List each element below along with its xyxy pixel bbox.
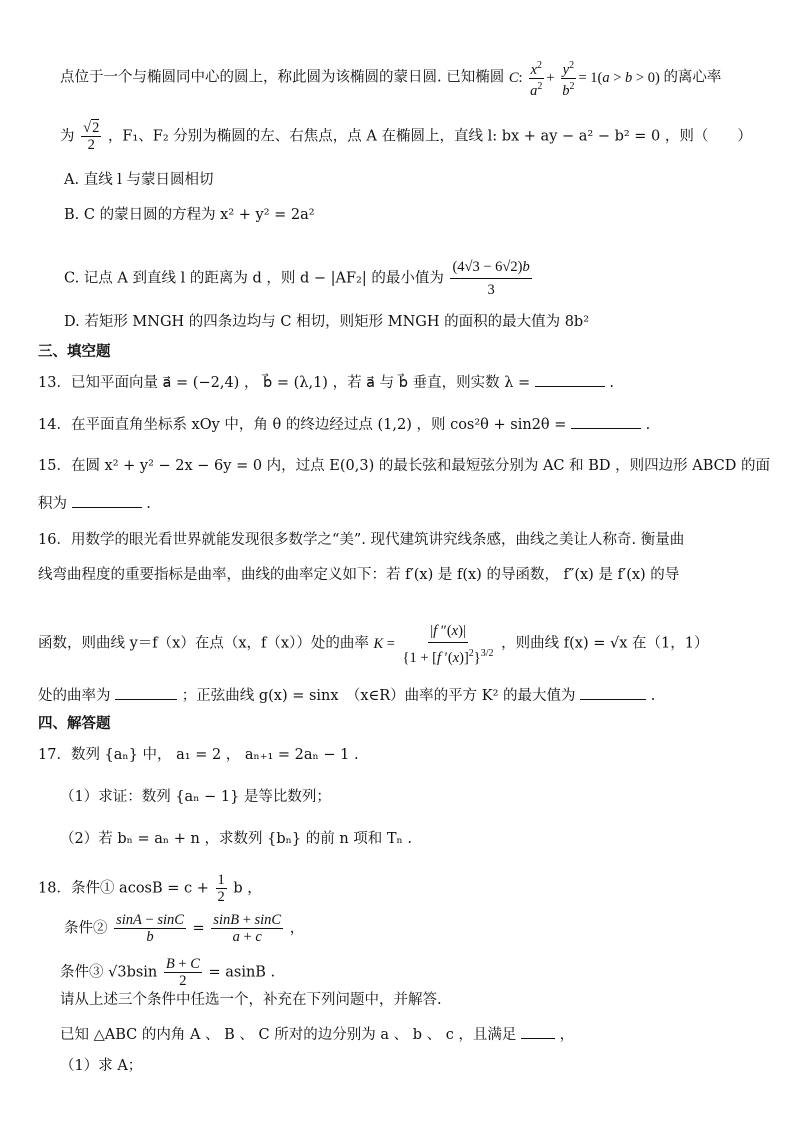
q16-text-3-pre: 函数，则曲线 y＝f（x）在点（x，f（x））处的曲率 — [38, 635, 369, 652]
option-a: A. 直线 l 与蒙日圆相切 — [64, 172, 214, 188]
q16-answer-blank-2[interactable] — [580, 685, 646, 700]
cond2-left-fraction: $\frac{\sin A - \sin C}{b}$ — [116, 912, 184, 945]
q15-text-2: 积为 — [38, 496, 67, 512]
cond3-fraction: $\frac{B + C}{2}$ — [165, 956, 200, 989]
question-14 — [38, 414, 650, 435]
question-18-condition-1 — [38, 872, 262, 905]
question-15-line-1: 15．在圆 x² + y² − 2x − 6y = 0 内，过点 E(0,3) 的最长弦和最短弦分别为 AC 和 BD ，则四边形 ABCD 的面 — [38, 458, 770, 474]
option-b: B. C 的蒙日圆的方程为 x² + y² = 2a² — [64, 207, 315, 223]
option-c-text: C. 记点 A 到直线 l 的距离为 d ，则 d − |AF₂| 的最小值为 — [64, 270, 444, 287]
curvature-fraction: $\frac{|f ''(x)|}{\{1 + [f '(x)]^2\}^{3/2}}$ — [401, 620, 496, 669]
q18-condition-blank[interactable] — [521, 1024, 555, 1039]
question-18-instruction: 请从上述三个条件中任选一个，补充在下列问题中，并解答. — [60, 992, 442, 1008]
question-18-condition-2: 条件② $\frac{\sin A - \sin C}{b}$ = $\frac{\sin B + \sin C}{a + c}$ ， — [64, 912, 305, 945]
q14-end: . — [645, 417, 651, 433]
question-17-part-2: （2）若 bₙ = aₙ + n ，求数列 {bₙ} 的前 n 项和 Tₙ . — [60, 831, 413, 847]
q16-text-4-pre: 处的曲率为 — [38, 688, 111, 704]
intro-text-2-prefix: 为 — [60, 128, 75, 145]
q18-cond1-pre: 18．条件① acosB = c + — [38, 880, 209, 897]
question-17-stem: 17．数列 {aₙ} 中， a₁ = 2 ， aₙ₊₁ = 2aₙ − 1 . — [38, 747, 359, 763]
question-17-part-1: （1）求证：数列 {aₙ − 1} 是等比数列； — [60, 789, 331, 805]
q13-answer-blank[interactable] — [535, 372, 605, 387]
question-16-line-2: 线弯曲程度的重要指标是曲率，曲线的曲率定义如下：若 f′(x) 是 f(x) 的导函数， f″(x) 是 f′(x) 的导 — [38, 567, 680, 583]
q16-text-3-post: ，则曲线 f(x) = √x 在（1，1） — [501, 635, 709, 652]
eccentricity-fraction: $\frac{√2}{2}$ — [83, 120, 100, 153]
q18-cond3-post: = asinB . — [208, 964, 276, 981]
cond2-right-fraction: $\frac{\sin B + \sin C}{a + c}$ — [213, 912, 282, 945]
q13-end: . — [609, 375, 614, 391]
q18-cond2-pre: 条件② — [64, 920, 108, 937]
q15-end: . — [146, 496, 151, 512]
intro-text-1: 点位于一个与椭圆同中心的圆上，称此圆为该椭圆的蒙日圆. 已知椭圆 — [60, 69, 505, 86]
intro-line-1 — [60, 58, 721, 99]
q16-end: . — [650, 688, 656, 704]
question-16-line-3 — [38, 620, 708, 669]
intro-text-2: ，F₁、F₂ 分别为椭圆的左、右焦点，点 A 在椭圆上，直线 l: bx + ay − a² − b² = 0 ，则（ ） — [107, 128, 752, 145]
curvature-formula: K = $\frac{|f ''(x)|}{\{1 + [f '(x)]^2\}^{3/2}}$ — [373, 636, 501, 652]
ellipse-equation: C: $\frac{x^2}{a^2}$ + $\frac{y^2}{b^2}$ = 1(a > b > 0) — [508, 60, 664, 99]
question-18-part-1: （1）求 A； — [60, 1058, 143, 1074]
q15-answer-blank[interactable] — [72, 493, 142, 508]
q16-text-4-mid: ；正弦曲线 g(x) = sinx （x∈R）曲率的平方 K² 的最大值为 — [181, 688, 576, 704]
option-c — [64, 256, 534, 301]
question-18-given — [60, 1024, 574, 1045]
section-title-fill-in: 三、填空题 — [38, 344, 111, 360]
q14-answer-blank[interactable] — [571, 414, 641, 429]
section-title-solutions: 四、解答题 — [38, 716, 111, 732]
q18-given-text: 已知 △ABC 的内角 A 、 B 、 C 所对的边分别为 a 、 b 、 c ，且满足 — [60, 1027, 517, 1043]
q18-cond1-post: b ， — [233, 880, 262, 897]
one-half-fraction: $\frac{1}{2}$ — [217, 872, 225, 905]
intro-line-2 — [60, 120, 752, 153]
q14-text: 14．在平面直角坐标系 xOy 中，角 θ 的终边经过点 (1,2) ，则 cos²θ + sin2θ = — [38, 417, 567, 433]
q18-cond3-pre: 条件③ √3bsin — [60, 964, 158, 981]
question-16-line-4 — [38, 685, 655, 706]
q13-text: 13．已知平面向量 a⃗ = (−2,4) ， b⃗ = (λ,1) ，若 a⃗ 与 b⃗ 垂直，则实数 λ = — [38, 375, 531, 391]
option-c-fraction: $\frac{(4√3 - 6√2)b}{3}$ — [450, 256, 531, 301]
q18-given-end: ， — [559, 1027, 575, 1043]
question-18-condition-3 — [60, 956, 275, 989]
fraction-y2-b2: $\frac{y^2}{b^2}$ — [562, 60, 575, 99]
question-15-line-2 — [38, 493, 151, 514]
question-13 — [38, 372, 614, 393]
option-d: D. 若矩形 MNGH 的四条边均与 C 相切，则矩形 MNGH 的面积的最大值为 8b² — [64, 314, 590, 330]
q16-answer-blank-1[interactable] — [115, 685, 177, 700]
question-16-line-1: 16．用数学的眼光看世界就能发现很多数学之“美”. 现代建筑讲究线条感，曲线之美让人称奇. 衡量曲 — [38, 532, 685, 548]
intro-text-1-end: 的离心率 — [663, 69, 722, 86]
fraction-x2-a2: $\frac{x^2}{a^2}$ — [530, 60, 543, 99]
